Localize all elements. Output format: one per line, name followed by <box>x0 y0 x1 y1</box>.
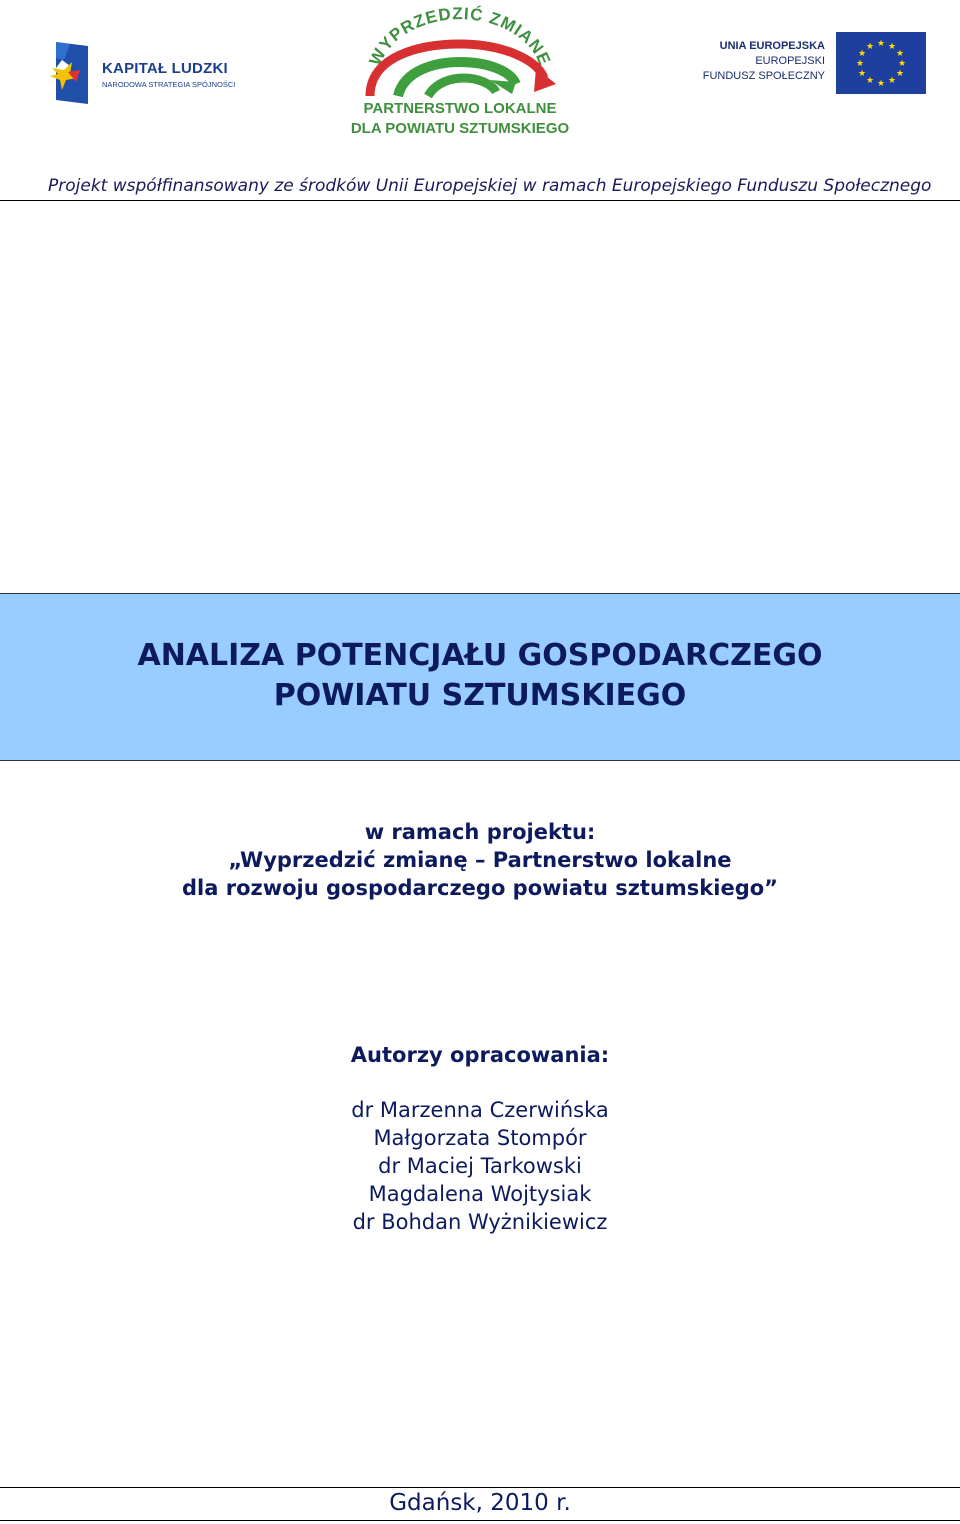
document-title-line-1: ANALIZA POTENCJAŁU GOSPODARCZEGO <box>137 638 823 673</box>
eu-line-1: UNIA EUROPEJSKA <box>719 40 825 52</box>
svg-text:★: ★ <box>857 49 867 59</box>
svg-text:★: ★ <box>895 69 905 79</box>
eu-flag-icon <box>836 32 926 94</box>
wyprzedzic-arc-text: WYPRZEDZIĆ ZMIANĘ <box>365 4 555 69</box>
wyprzedzic-line-1: PARTNERSTWO LOKALNE <box>363 100 557 117</box>
svg-text:★: ★ <box>876 39 886 49</box>
document-title-line-2: POWIATU SZTUMSKIEGO <box>273 678 687 713</box>
kapital-ludzki-subtitle: NARODOWA STRATEGIA SPÓJNOŚCI <box>102 80 236 89</box>
eu-line-3: FUNDUSZ SPOŁECZNY <box>702 70 825 82</box>
authors-heading: Autorzy opracowania: <box>350 1043 610 1067</box>
svg-text:★: ★ <box>895 49 905 59</box>
author-name: Małgorzata Stompór <box>373 1126 587 1150</box>
eu-line-2: EUROPEJSKI <box>755 55 825 67</box>
project-intro: w ramach projektu: <box>364 820 596 844</box>
header-divider <box>0 200 960 201</box>
author-name: Magdalena Wojtysiak <box>368 1182 592 1206</box>
svg-text:★: ★ <box>897 59 907 69</box>
svg-text:★: ★ <box>887 42 897 52</box>
footer-divider-bottom <box>0 1520 960 1521</box>
svg-text:★: ★ <box>855 59 865 69</box>
author-name: dr Maciej Tarkowski <box>378 1154 582 1178</box>
kapital-ludzki-logo <box>50 40 250 110</box>
author-name: dr Bohdan Wyżnikiewicz <box>352 1210 608 1234</box>
eu-social-fund-logo <box>700 32 930 96</box>
kapital-ludzki-emblem-icon <box>50 40 98 106</box>
cofinanced-statement: Projekt współfinansowany ze środków Unii Europejskiej w ramach Europejskiego Funduszu Społecznego <box>48 176 932 196</box>
author-name: dr Marzenna Czerwińska <box>351 1098 609 1122</box>
project-name-line-1: „Wyprzedzić zmianę – Partnerstwo lokalne <box>228 848 732 872</box>
wyprzedzic-zmiane-logo <box>340 4 580 139</box>
svg-text:★: ★ <box>876 79 886 89</box>
title-band <box>0 593 960 761</box>
wyprzedzic-line-2: DLA POWIATU SZTUMSKIEGO <box>350 120 570 137</box>
wyprzedzic-arc-emblem-icon <box>340 4 580 100</box>
kapital-ludzki-title: KAPITAŁ LUDZKI <box>102 60 228 77</box>
svg-text:★: ★ <box>857 69 867 79</box>
footer-divider-top <box>0 1487 960 1488</box>
svg-text:★: ★ <box>865 76 875 86</box>
svg-text:★: ★ <box>865 42 875 52</box>
project-name-line-2: dla rozwoju gospodarczego powiatu sztumskiego” <box>182 876 778 900</box>
svg-text:★: ★ <box>887 76 897 86</box>
place-and-date: Gdańsk, 2010 r. <box>389 1490 571 1516</box>
